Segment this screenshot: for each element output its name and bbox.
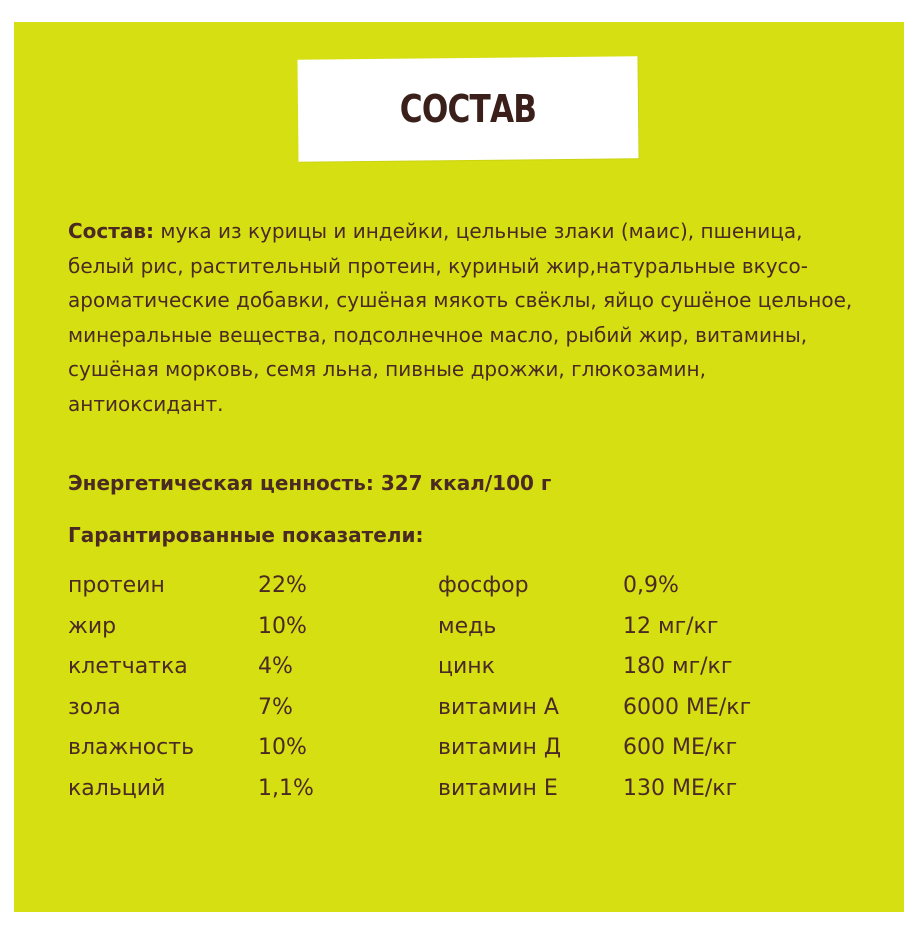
indicator-name: цинк	[438, 654, 495, 679]
energy-value: Энергетическая ценность: 327 ккал/100 г	[68, 471, 552, 495]
composition-paragraph	[68, 214, 858, 421]
indicator-row	[68, 776, 848, 817]
indicator-name: витамин А	[438, 694, 559, 720]
indicator-name: витамин Д	[438, 735, 562, 760]
indicator-row	[68, 614, 848, 655]
indicator-value: 12 мг/кг	[623, 613, 719, 639]
indicator-value: 10%	[258, 735, 307, 760]
indicator-value: 4%	[258, 654, 293, 679]
indicator-name: влажность	[68, 735, 195, 760]
indicator-row	[68, 654, 848, 695]
indicator-name: протеин	[68, 573, 165, 598]
indicators-table	[68, 573, 848, 816]
indicator-row	[68, 573, 848, 614]
indicator-name: витамин Е	[438, 775, 558, 801]
indicator-row	[68, 695, 848, 736]
indicator-name: фосфор	[438, 573, 529, 598]
indicator-value: 180 мг/кг	[623, 654, 733, 679]
indicator-value: 10%	[258, 613, 307, 639]
page-title: СОСТАВ	[399, 87, 537, 131]
indicator-value: 22%	[258, 573, 307, 598]
indicator-name: зола	[68, 694, 121, 720]
indicator-name: клетчатка	[68, 654, 188, 679]
indicator-value: 6000 МЕ/кг	[623, 694, 752, 720]
indicator-row	[68, 735, 848, 776]
indicator-value: 130 МЕ/кг	[623, 775, 738, 801]
composition-text: мука из курицы и индейки, цельные злаки (маис), пшеница, белый рис, растительный протеин, куриный жир,натуральные вкусо-ароматические добавки, сушёная мякоть свёклы, яйцо сушёное цельное, минеральные вещества, подсолнечное масло, рыбий жир, витамины, сушёная морковь, семя льна, пивные дрожжи, глюкозамин, антиоксидант.	[68, 219, 853, 416]
indicator-value: 1,1%	[258, 775, 314, 801]
indicator-name: жир	[68, 613, 117, 639]
indicator-value: 600 МЕ/кг	[623, 735, 738, 760]
indicator-name: кальций	[68, 775, 166, 801]
indicator-value: 0,9%	[623, 573, 679, 598]
guaranteed-indicators-title: Гарантированные показатели:	[68, 523, 424, 547]
composition-label: Состав:	[68, 219, 155, 243]
indicator-value: 7%	[258, 694, 293, 720]
indicator-name: медь	[438, 613, 497, 639]
